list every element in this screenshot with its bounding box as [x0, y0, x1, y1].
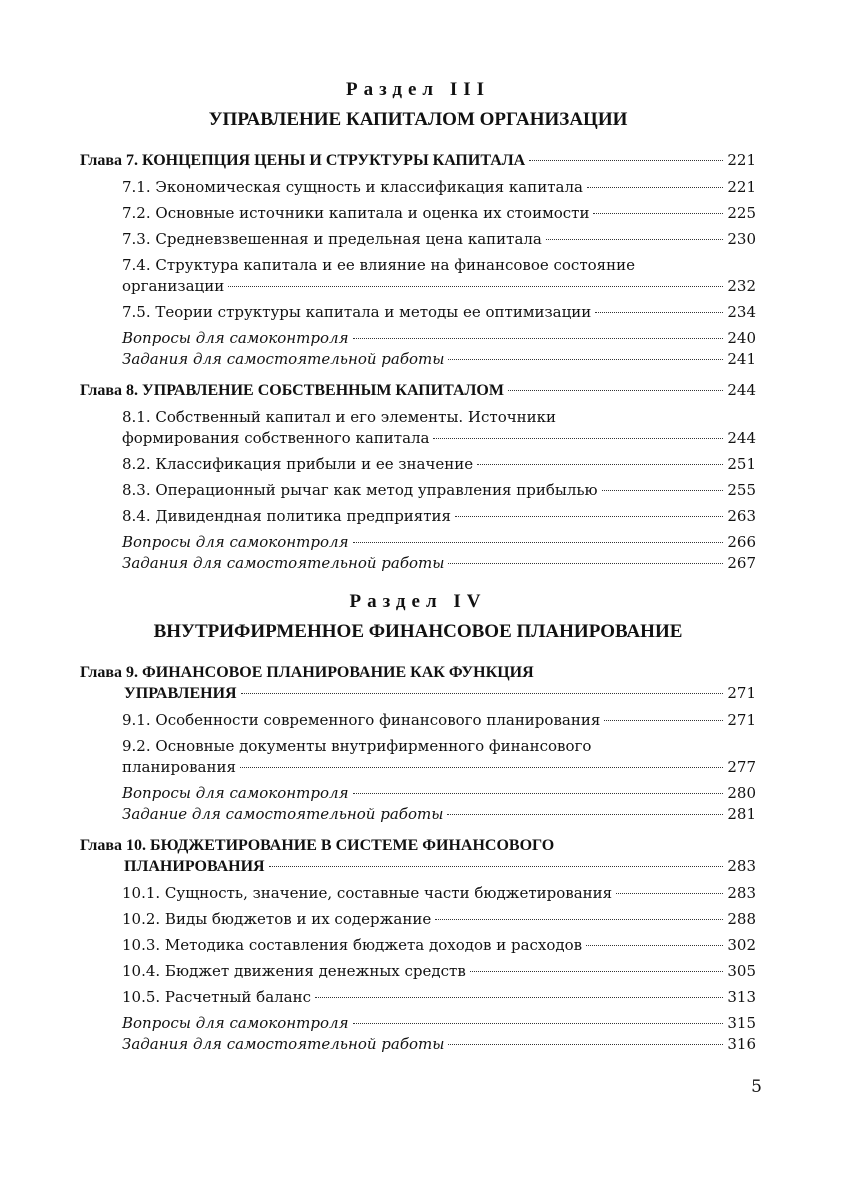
page-ref: 263 [727, 507, 756, 525]
section-entry[interactable] [80, 255, 756, 297]
chapter-title: УПРАВЛЕНИЕ СОБСТВЕННЫМ КАПИТАЛОМ [142, 382, 504, 399]
section-title-cont: планирования [122, 758, 236, 776]
page-ref: 241 [727, 350, 756, 368]
assignments-entry[interactable] [80, 553, 756, 574]
leader-dots [353, 793, 724, 794]
section-title-cont: формирования собственного капитала [122, 429, 430, 447]
page-ref: 244 [727, 381, 756, 399]
review-questions-entry[interactable] [80, 328, 756, 349]
page-ref: 267 [727, 554, 756, 572]
leader-dots [315, 997, 723, 998]
page-ref: 283 [727, 884, 756, 902]
section-title: 10.2. Виды бюджетов и их содержание [122, 910, 432, 928]
leader-dots [595, 312, 723, 313]
page-ref: 230 [727, 230, 756, 248]
leader-dots [602, 490, 724, 491]
leader-dots [470, 971, 724, 972]
part-title: УПРАВЛЕНИЕ КАПИТАЛОМ ОРГАНИЗАЦИИ [208, 109, 628, 130]
page-ref: 221 [727, 151, 756, 169]
leader-dots [455, 516, 723, 517]
section-entry[interactable] [80, 909, 756, 930]
chapter-10 [80, 835, 756, 1055]
leader-dots [269, 866, 724, 867]
chapter-heading[interactable] [80, 380, 756, 401]
page-ref: 271 [727, 711, 756, 729]
page-ref: 288 [727, 910, 756, 928]
section-title: 10.4. Бюджет движения денежных средств [122, 962, 466, 980]
page-ref: 221 [727, 178, 756, 196]
section-entry[interactable] [80, 203, 756, 224]
chapter-9 [80, 662, 756, 825]
leader-dots [593, 213, 723, 214]
section-title: 8.1. Собственный капитал и его элементы. Источники [122, 408, 557, 426]
section-title: 7.4. Структура капитала и ее влияние на финансовое состояние [122, 256, 635, 274]
page-ref: 255 [727, 481, 756, 499]
entry-title: Вопросы для самоконтроля [122, 784, 349, 802]
chapter-heading[interactable] [80, 150, 756, 171]
chapter-title: БЮДЖЕТИРОВАНИЕ В СИСТЕМЕ ФИНАНСОВОГО [150, 837, 555, 854]
leader-dots [353, 1023, 724, 1024]
assignments-entry[interactable] [80, 804, 756, 825]
section-entry[interactable] [80, 935, 756, 956]
review-questions-entry[interactable] [80, 532, 756, 553]
leader-dots [546, 239, 723, 240]
section-entry[interactable] [80, 710, 756, 731]
entry-title: Вопросы для самоконтроля [122, 329, 349, 347]
chapter-title: КОНЦЕПЦИЯ ЦЕНЫ И СТРУКТУРЫ КАПИТАЛА [142, 152, 526, 169]
leader-dots [477, 464, 723, 465]
leader-dots [587, 187, 723, 188]
chapter-8 [80, 380, 756, 574]
section-entry[interactable] [80, 987, 756, 1008]
section-title-cont: организации [122, 277, 225, 295]
section-title: 7.5. Теории структуры капитала и методы ее оптимизации [122, 303, 592, 321]
chapter-title: ФИНАНСОВОЕ ПЛАНИРОВАНИЕ КАК ФУНКЦИЯ [142, 664, 534, 681]
section-title: 7.1. Экономическая сущность и классификация капитала [122, 178, 583, 196]
section-title: 9.1. Особенности современного финансового планирования [122, 711, 601, 729]
assignments-entry[interactable] [80, 349, 756, 370]
page-ref: 305 [727, 962, 756, 980]
review-questions-entry[interactable] [80, 1013, 756, 1034]
chapter-heading[interactable] [80, 835, 756, 877]
page-ref: 280 [727, 784, 756, 802]
page-ref: 225 [727, 204, 756, 222]
chapter-prefix: Глава 7. [80, 152, 142, 169]
section-title: 7.2. Основные источники капитала и оценка их стоимости [122, 204, 590, 222]
page-ref: 271 [727, 684, 756, 702]
leader-dots [604, 720, 723, 721]
section-entry[interactable] [80, 302, 756, 323]
page-ref: 266 [727, 533, 756, 551]
leader-dots [435, 919, 723, 920]
leader-dots [433, 438, 723, 439]
leader-dots [448, 359, 723, 360]
leader-dots [240, 767, 723, 768]
section-entry[interactable] [80, 506, 756, 527]
section-entry[interactable] [80, 480, 756, 501]
page-ref: 315 [727, 1014, 756, 1032]
leader-dots [508, 390, 723, 391]
review-questions-entry[interactable] [80, 783, 756, 804]
chapter-prefix: Глава 10. [80, 837, 150, 854]
page-ref: 240 [727, 329, 756, 347]
entry-title: Вопросы для самоконтроля [122, 1014, 349, 1032]
chapter-prefix: Глава 9. [80, 664, 142, 681]
page-ref: 244 [727, 429, 756, 447]
section-entry[interactable] [80, 454, 756, 475]
leader-dots [241, 693, 724, 694]
section-entry[interactable] [80, 883, 756, 904]
page-ref: 277 [727, 758, 756, 776]
entry-title: Задания для самостоятельной работы [122, 1035, 445, 1053]
page-ref: 232 [727, 277, 756, 295]
section-entry[interactable] [80, 736, 756, 778]
part-label: Раздел III [345, 79, 491, 100]
entry-title: Вопросы для самоконтроля [122, 533, 349, 551]
section-title: 8.2. Классификация прибыли и ее значение [122, 455, 474, 473]
section-title: 10.5. Расчетный баланс [122, 988, 312, 1006]
page-ref: 283 [727, 857, 756, 875]
leader-dots [353, 542, 724, 543]
page-ref: 316 [727, 1035, 756, 1053]
section-entry[interactable] [80, 407, 756, 449]
table-of-contents [80, 76, 756, 1065]
page-number: 5 [751, 1077, 762, 1097]
part-title: ВНУТРИФИРМЕННОЕ ФИНАНСОВОЕ ПЛАНИРОВАНИЕ [153, 621, 683, 642]
section-title: 8.4. Дивидендная политика предприятия [122, 507, 452, 525]
section-title: 8.3. Операционный рычаг как метод управления прибылью [122, 481, 598, 499]
page-ref: 302 [727, 936, 756, 954]
section-entry[interactable] [80, 177, 756, 198]
assignments-entry[interactable] [80, 1034, 756, 1055]
section-title: 10.1. Сущность, значение, составные части бюджетирования [122, 884, 613, 902]
chapter-7 [80, 150, 756, 370]
entry-title: Задание для самостоятельной работы [122, 805, 444, 823]
part-label: Раздел IV [349, 591, 487, 612]
leader-dots [228, 286, 723, 287]
chapter-prefix: Глава 8. [80, 382, 142, 399]
leader-dots [616, 893, 723, 894]
leader-dots [447, 814, 723, 815]
leader-dots [448, 1044, 723, 1045]
page-ref: 234 [727, 303, 756, 321]
section-entry[interactable] [80, 229, 756, 250]
leader-dots [529, 160, 723, 161]
leader-dots [586, 945, 723, 946]
chapter-title-cont: ПЛАНИРОВАНИЯ [124, 858, 265, 875]
chapter-title-cont: УПРАВЛЕНИЯ [124, 685, 237, 702]
page-ref: 251 [727, 455, 756, 473]
section-title: 7.3. Средневзвешенная и предельная цена капитала [122, 230, 542, 248]
leader-dots [353, 338, 724, 339]
page-ref: 313 [727, 988, 756, 1006]
entry-title: Задания для самостоятельной работы [122, 350, 445, 368]
leader-dots [448, 563, 723, 564]
chapter-heading[interactable] [80, 662, 756, 704]
section-title: 10.3. Методика составления бюджета доходов и расходов [122, 936, 583, 954]
section-entry[interactable] [80, 961, 756, 982]
entry-title: Задания для самостоятельной работы [122, 554, 445, 572]
page-ref: 281 [727, 805, 756, 823]
section-title: 9.2. Основные документы внутрифирменного финансового [122, 737, 592, 755]
